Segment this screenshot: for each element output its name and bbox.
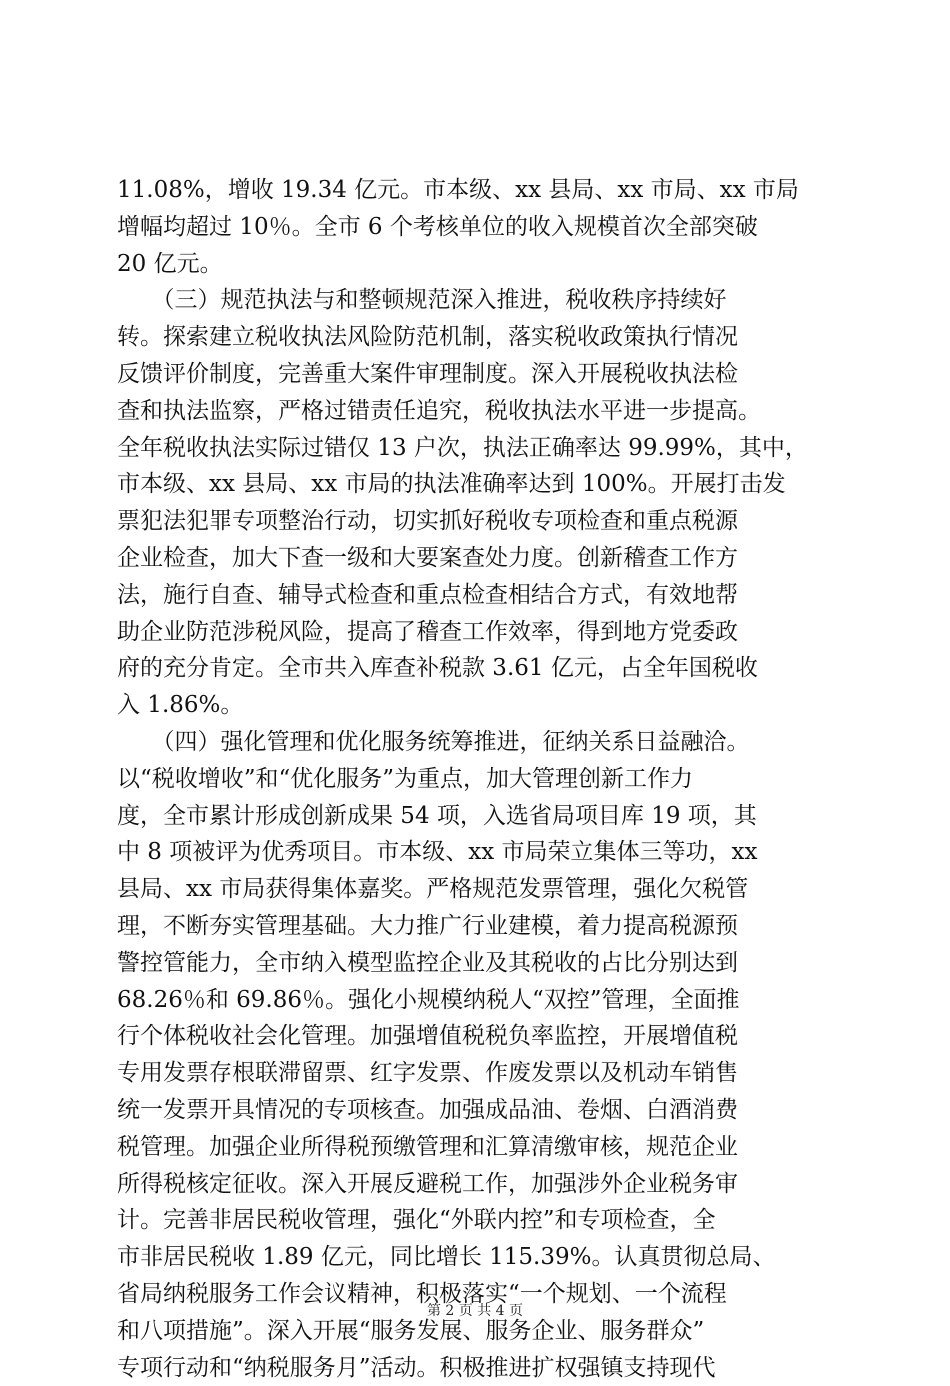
text-line: 法，施行自查、辅导式检查和重点检查相结合方式，有效地帮 xyxy=(117,577,847,614)
text-line: 企业检查，加大下查一级和大要案查处力度。创新稽查工作方 xyxy=(117,540,847,577)
text-line: 统一发票开具情况的专项核查。加强成品油、卷烟、白酒消费 xyxy=(117,1092,847,1129)
body-text xyxy=(117,172,847,1386)
text-line: 行个体税收社会化管理。加强增值税税负率监控，开展增值税 xyxy=(117,1018,847,1055)
text-line: 计。完善非居民税收管理，强化“外联内控”和专项检查，全 xyxy=(117,1202,847,1239)
text-line: 和八项措施”。深入开展“服务发展、服务企业、服务群众” xyxy=(117,1313,847,1350)
text-line: 专用发票存根联滞留票、红字发票、作废发票以及机动车销售 xyxy=(117,1055,847,1092)
text-line: 所得税核定征收。深入开展反避税工作，加强涉外企业税务审 xyxy=(117,1166,847,1203)
text-line: 理，不断夯实管理基础。大力推广行业建模，着力提高税源预 xyxy=(117,908,847,945)
text-line: 税管理。加强企业所得税预缴管理和汇算清缴审核，规范企业 xyxy=(117,1129,847,1166)
text-line: 县局、xx 市局获得集体嘉奖。严格规范发票管理，强化欠税管 xyxy=(117,871,847,908)
page-footer: 第 2 页 共 4 页 xyxy=(0,1302,950,1320)
text-line: 警控管能力，全市纳入模型监控企业及其税收的占比分别达到 xyxy=(117,945,847,982)
text-line: （四）强化管理和优化服务统筹推进，征纳关系日益融洽。 xyxy=(117,724,847,761)
text-line: 反馈评价制度，完善重大案件审理制度。深入开展税收执法检 xyxy=(117,356,847,393)
text-line: 转。探索建立税收执法风险防范机制，落实税收政策执行情况 xyxy=(117,319,847,356)
text-line: （三）规范执法与和整顿规范深入推进，税收秩序持续好 xyxy=(117,282,847,319)
text-line: 府的充分肯定。全市共入库查补税款 3.61 亿元，占全年国税收 xyxy=(117,650,847,687)
text-line: 11.08%，增收 19.34 亿元。市本级、xx 县局、xx 市局、xx 市局 xyxy=(117,172,847,209)
text-line: 中 8 项被评为优秀项目。市本级、xx 市局荣立集体三等功，xx xyxy=(117,834,847,871)
text-line: 专项行动和“纳税服务月”活动。积极推进扩权强镇支持现代 xyxy=(117,1350,847,1386)
text-line: 查和执法监察，严格过错责任追究，税收执法水平进一步提高。 xyxy=(117,393,847,430)
text-line: 省局纳税服务工作会议精神，积极落实“一个规划、一个流程 xyxy=(117,1276,847,1313)
text-line: 20 亿元。 xyxy=(117,246,847,283)
text-line: 票犯法犯罪专项整治行动，切实抓好税收专项检查和重点税源 xyxy=(117,503,847,540)
text-line: 68.26％和 69.86％。强化小规模纳税人“双控”管理，全面推 xyxy=(117,982,847,1019)
text-line: 度，全市累计形成创新成果 54 项，入选省局项目库 19 项，其 xyxy=(117,798,847,835)
text-line: 助企业防范涉税风险，提高了稽查工作效率，得到地方党委政 xyxy=(117,614,847,651)
text-line: 全年税收执法实际过错仅 13 户次，执法正确率达 99.99%，其中， xyxy=(117,430,847,467)
text-line: 市本级、xx 县局、xx 市局的执法准确率达到 100%。开展打击发 xyxy=(117,466,847,503)
text-line: 增幅均超过 10％。全市 6 个考核单位的收入规模首次全部突破 xyxy=(117,209,847,246)
text-line: 入 1.86%。 xyxy=(117,687,847,724)
text-line: 市非居民税收 1.89 亿元，同比增长 115.39%。认真贯彻总局、 xyxy=(117,1239,847,1276)
text-line: 以“税收增收”和“优化服务”为重点，加大管理创新工作力 xyxy=(117,761,847,798)
